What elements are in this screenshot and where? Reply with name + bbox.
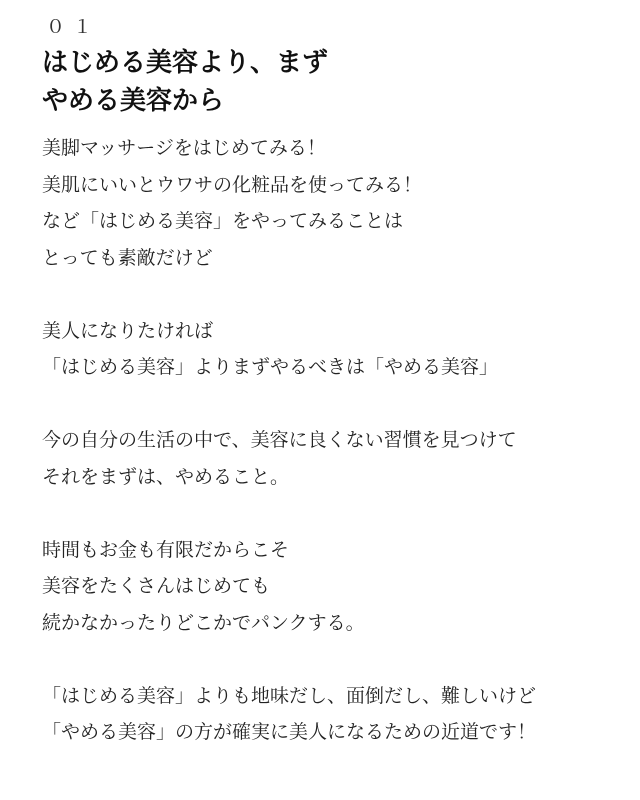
paragraph-1 xyxy=(42,130,622,276)
paragraph-2 xyxy=(42,313,622,386)
text-line: とっても素敵だけど xyxy=(42,246,213,269)
text-line: 今の自分の生活の中で、美容に良くない習慣を見つけて xyxy=(42,429,517,451)
paragraph-4 xyxy=(42,532,622,642)
text-line: など「はじめる美容」をやってみることは xyxy=(42,210,404,232)
paragraph-5 xyxy=(42,678,622,751)
paragraph-3 xyxy=(42,422,622,495)
text-line: 美容をたくさんはじめても xyxy=(42,575,271,597)
text-line: 「はじめる美容」よりも地味だし、面倒だし、難しいけど xyxy=(42,684,537,707)
text-line: 美人になりたければ xyxy=(42,319,214,342)
text-line: それをまずは、やめること。 xyxy=(42,465,290,488)
text-line: 「はじめる美容」よりまずやるべきは「やめる美容」 xyxy=(42,356,499,378)
article xyxy=(42,14,622,787)
article-body xyxy=(42,130,622,751)
text-line: 「やめる美容」の方が確実に美人になるための近道です！ xyxy=(42,721,537,743)
section-number: ０１ xyxy=(46,16,101,38)
article-title xyxy=(42,44,622,120)
title-line-2: やめる美容から xyxy=(42,86,225,116)
title-line-1: はじめる美容より、まず xyxy=(42,48,329,78)
text-line: 続かなかったりどこかでパンクする。 xyxy=(42,611,365,634)
text-line: 美脚マッサージをはじめてみる！ xyxy=(42,137,326,159)
text-line: 時間もお金も有限だからこそ xyxy=(42,538,290,561)
text-line: 美肌にいいとウワサの化粧品を使ってみる！ xyxy=(42,173,423,196)
